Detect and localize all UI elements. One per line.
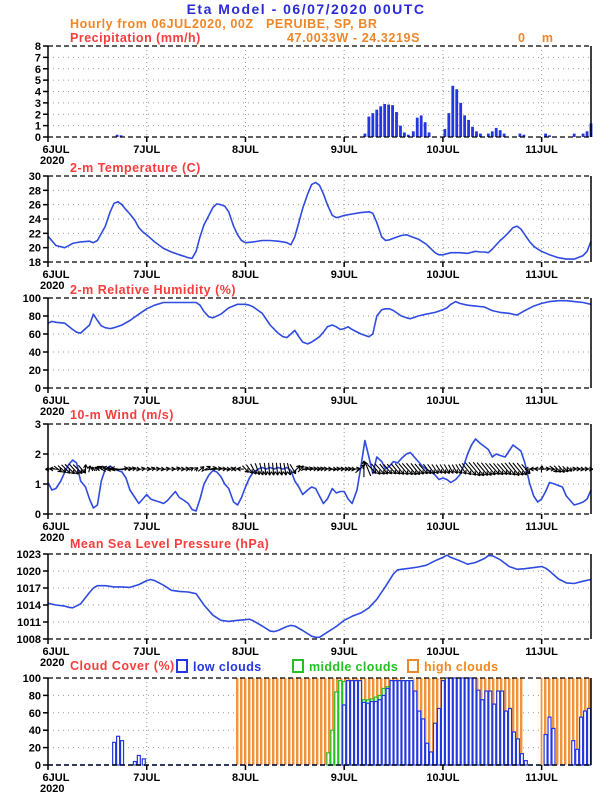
- panel-temperature: [29, 171, 591, 292]
- svg-text:2020: 2020: [40, 406, 65, 418]
- page-title: Eta Model - 06/07/2020 00UTC: [186, 1, 426, 17]
- svg-text:9JUL: 9JUL: [330, 395, 358, 407]
- precipitation-panel-title: Precipitation (mm/h): [70, 31, 201, 45]
- svg-text:40: 40: [28, 347, 41, 359]
- svg-text:8JUL: 8JUL: [232, 521, 259, 533]
- svg-text:8JUL: 8JUL: [232, 772, 259, 784]
- svg-text:60: 60: [28, 707, 41, 720]
- page-subtitle: Hourly from 06JUL2020, 00Z PERUIBE, SP, BR: [70, 17, 378, 31]
- svg-text:0: 0: [34, 509, 41, 521]
- svg-text:6JUL: 6JUL: [42, 144, 70, 156]
- svg-text:6: 6: [34, 63, 41, 76]
- humidity-panel-title: 2-m Relative Humidity (%): [70, 283, 237, 297]
- svg-text:2020: 2020: [40, 657, 65, 669]
- svg-text:1017: 1017: [16, 583, 41, 595]
- panel-wind: [35, 419, 593, 544]
- svg-text:9JUL: 9JUL: [330, 772, 358, 784]
- svg-text:1011: 1011: [17, 617, 41, 629]
- svg-text:10JUL: 10JUL: [426, 521, 460, 533]
- station-coordinates: 47.0033W - 24.3219S: [287, 31, 421, 45]
- svg-text:9JUL: 9JUL: [330, 269, 358, 281]
- svg-text:3: 3: [34, 419, 41, 431]
- svg-text:40: 40: [28, 725, 41, 738]
- svg-text:11JUL: 11JUL: [525, 269, 558, 281]
- pressure-panel-title: Mean Sea Level Pressure (hPa): [70, 537, 270, 551]
- svg-text:1008: 1008: [16, 634, 41, 646]
- wind-panel-title: 10-m Wind (m/s): [70, 408, 174, 422]
- svg-text:22: 22: [28, 228, 41, 241]
- svg-text:20: 20: [28, 242, 41, 255]
- svg-text:1: 1: [34, 120, 41, 133]
- legend-high-clouds-label: high clouds: [424, 660, 499, 674]
- svg-text:18: 18: [28, 257, 41, 269]
- svg-text:26: 26: [28, 199, 41, 212]
- legend-low-clouds-label: low clouds: [193, 660, 262, 674]
- svg-text:80: 80: [28, 690, 41, 703]
- svg-text:2020: 2020: [40, 532, 65, 544]
- svg-text:7JUL: 7JUL: [133, 269, 161, 281]
- svg-text:20: 20: [28, 742, 41, 755]
- svg-text:4: 4: [34, 86, 41, 99]
- svg-text:7JUL: 7JUL: [133, 144, 161, 156]
- svg-text:100: 100: [22, 293, 41, 305]
- svg-text:8JUL: 8JUL: [232, 646, 259, 658]
- panel-cloud: [23, 673, 591, 792]
- svg-text:1023: 1023: [16, 549, 41, 561]
- svg-text:8: 8: [34, 41, 41, 53]
- svg-text:0: 0: [34, 132, 41, 144]
- svg-text:7JUL: 7JUL: [133, 521, 161, 533]
- svg-text:10JUL: 10JUL: [426, 646, 460, 658]
- svg-text:9JUL: 9JUL: [330, 521, 358, 533]
- svg-text:2: 2: [34, 449, 41, 461]
- svg-text:8JUL: 8JUL: [232, 395, 259, 407]
- svg-text:1: 1: [34, 479, 41, 491]
- svg-text:10JUL: 10JUL: [426, 269, 460, 281]
- temperature-panel-title: 2-m Temperature (C): [70, 161, 201, 175]
- svg-text:10JUL: 10JUL: [426, 772, 460, 784]
- svg-text:0: 0: [34, 383, 41, 395]
- svg-text:0: 0: [34, 760, 41, 772]
- svg-text:2020: 2020: [40, 280, 65, 292]
- svg-text:7: 7: [34, 52, 41, 65]
- svg-text:6JUL: 6JUL: [42, 646, 70, 658]
- svg-text:3: 3: [34, 97, 41, 110]
- station-elevation: 0 m: [518, 31, 554, 45]
- cloud-cover-panel-title: Cloud Cover (%): [70, 659, 175, 673]
- svg-text:30: 30: [28, 171, 41, 183]
- panel-humidity: [23, 293, 591, 418]
- panel-pressure: [17, 549, 591, 669]
- svg-text:8JUL: 8JUL: [232, 269, 259, 281]
- svg-text:11JUL: 11JUL: [525, 646, 558, 658]
- svg-text:6JUL: 6JUL: [42, 521, 70, 533]
- svg-text:11JUL: 11JUL: [525, 521, 558, 533]
- svg-text:28: 28: [28, 185, 41, 198]
- svg-text:5: 5: [34, 75, 41, 88]
- svg-text:10JUL: 10JUL: [426, 144, 460, 156]
- svg-text:6JUL: 6JUL: [42, 269, 70, 281]
- svg-text:60: 60: [28, 329, 41, 341]
- svg-text:2020: 2020: [40, 783, 65, 792]
- svg-text:6JUL: 6JUL: [42, 772, 70, 784]
- svg-text:11JUL: 11JUL: [525, 772, 558, 784]
- panel-precipitation: [35, 41, 593, 167]
- svg-text:7JUL: 7JUL: [133, 395, 161, 407]
- svg-text:11JUL: 11JUL: [525, 144, 558, 156]
- svg-text:24: 24: [28, 214, 41, 226]
- svg-text:9JUL: 9JUL: [330, 144, 358, 156]
- svg-text:80: 80: [28, 311, 41, 323]
- svg-text:2: 2: [34, 109, 41, 122]
- svg-text:2020: 2020: [40, 155, 65, 167]
- svg-text:100: 100: [22, 673, 41, 685]
- svg-text:10JUL: 10JUL: [426, 395, 460, 407]
- svg-text:20: 20: [28, 365, 41, 377]
- legend-middle-clouds-label: middle clouds: [309, 660, 399, 674]
- svg-text:1014: 1014: [16, 600, 41, 612]
- svg-text:7JUL: 7JUL: [133, 646, 161, 658]
- svg-text:1020: 1020: [16, 566, 41, 578]
- svg-text:11JUL: 11JUL: [525, 395, 558, 407]
- svg-text:9JUL: 9JUL: [330, 646, 358, 658]
- svg-text:7JUL: 7JUL: [133, 772, 161, 784]
- svg-text:8JUL: 8JUL: [232, 144, 259, 156]
- svg-text:6JUL: 6JUL: [42, 395, 70, 407]
